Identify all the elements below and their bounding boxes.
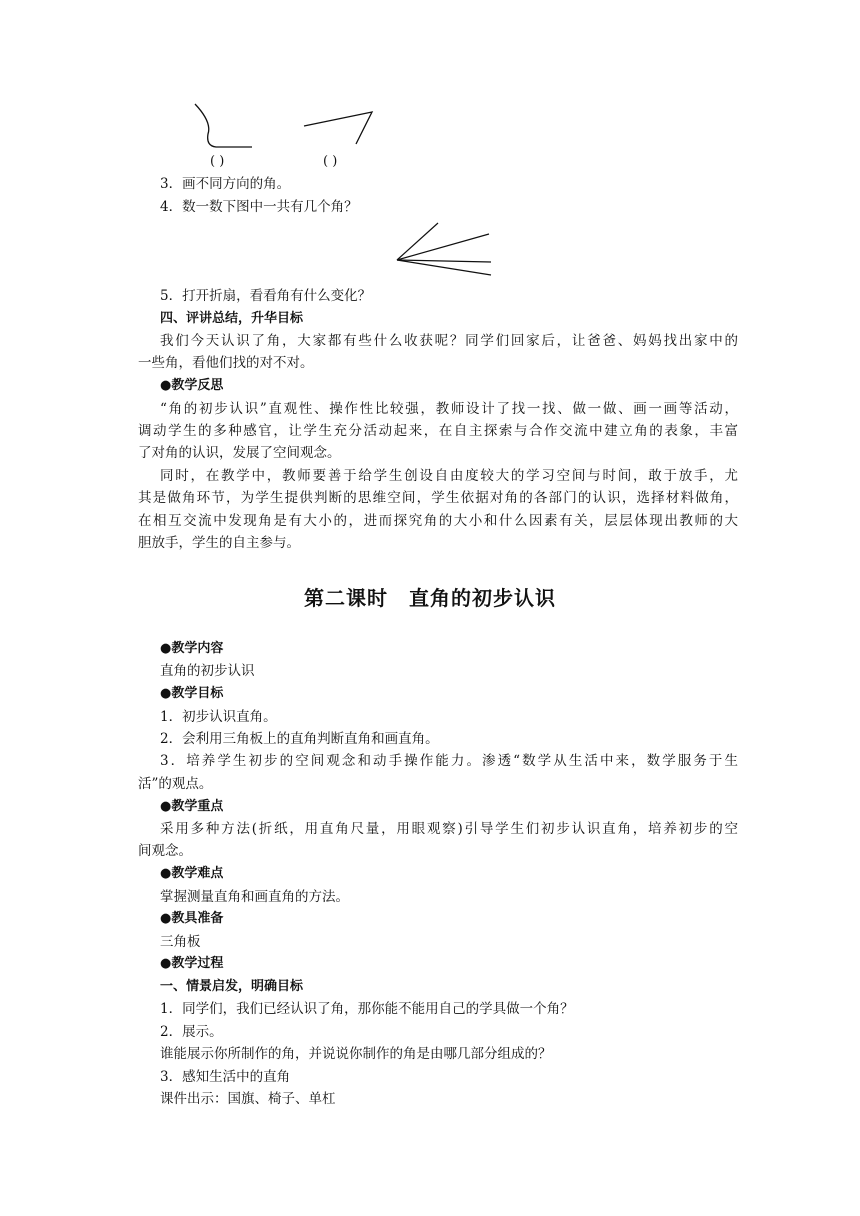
section-heading-4: 四、评讲总结，升华目标 <box>160 311 304 326</box>
paragraph-line: 一些角，看他们找的对不对。 <box>138 355 314 371</box>
objective-1: 1．初步认识直角。 <box>160 709 277 725</box>
objective-3-cont: 活”的观点。 <box>138 776 213 792</box>
paragraph-line: 胆放手，学生的自主参与。 <box>138 535 300 551</box>
step-3: 3．感知生活中的直角 <box>160 1069 291 1085</box>
content-heading: ●教学内容 <box>160 641 224 656</box>
objectives-heading: ●教学目标 <box>160 686 224 701</box>
angle-figure <box>300 108 376 148</box>
exercise-4: 4．数一数下图中一共有几个角？ <box>160 199 358 215</box>
paragraph-line: 间观念。 <box>138 843 192 859</box>
section-heading-1: 一、情景启发，明确目标 <box>160 979 304 994</box>
answer-blank-1: ( ) <box>210 154 225 169</box>
paragraph-line: 同时，在教学中，教师要善于给学生创设自由度较大的学习空间与时间，敢于放手，尤 <box>160 468 738 484</box>
exercise-5: 5．打开折扇，看看角有什么变化？ <box>160 288 372 304</box>
lesson-title: 第二课时 直角的初步认识 <box>304 586 556 610</box>
step-2: 2．展示。 <box>160 1024 223 1040</box>
paragraph-line: 我们今天认识了角，大家都有些什么收获呢？同学们回家后，让爸爸、妈妈找出家中的 <box>160 333 738 349</box>
paragraph-line: “角的初步认识”直观性、操作性比较强，教师设计了找一找、做一做、画一画等活动， <box>160 401 738 417</box>
tools-heading: ●教具准备 <box>160 911 224 926</box>
paragraph-line: 课件出示：国旗、椅子、单杠 <box>160 1091 336 1107</box>
paragraph-line: 采用多种方法(折纸，用直角尺量，用眼观察)引导学生们初步认识直角，培养初步的空 <box>160 821 738 837</box>
objective-3: 3．培养学生初步的空间观念和动手操作能力。渗透“数学从生活中来，数学服务于生 <box>160 753 738 769</box>
paragraph-line: 三角板 <box>160 934 201 950</box>
difficulty-heading: ●教学难点 <box>160 866 224 881</box>
paragraph-line: 直角的初步认识 <box>160 663 255 679</box>
paragraph-line: 了对角的认识，发展了空间观念。 <box>138 445 341 461</box>
rays-figure <box>394 220 494 278</box>
step-1: 1．同学们，我们已经认识了角，那你能不能用自己的学具做一个角？ <box>160 1001 574 1017</box>
objective-2: 2．会利用三角板上的直角判断直角和画直角。 <box>160 731 439 747</box>
curved-line-figure <box>190 100 260 152</box>
paragraph-line: 在相互交流中发现角是有大小的，进而探究角的大小和什么因素有关，层层体现出教师的大 <box>138 513 738 529</box>
exercise-3: 3．画不同方向的角。 <box>160 176 291 192</box>
paragraph-line: 谁能展示你所制作的角，并说说你制作的角是由哪几部分组成的？ <box>160 1046 552 1062</box>
paragraph-line: 掌握测量直角和画直角的方法。 <box>160 889 349 905</box>
paragraph-line: 调动学生的多种感官，让学生充分活动起来，在自主探索与合作交流中建立角的表象，丰富 <box>138 423 738 439</box>
process-heading: ●教学过程 <box>160 956 224 971</box>
answer-blank-2: ( ) <box>323 154 338 169</box>
key-points-heading: ●教学重点 <box>160 799 224 814</box>
paragraph-line: 其是做角环节，为学生提供判断的思维空间，学生依据对角的各部门的认识，选择材料做角， <box>138 490 738 506</box>
reflection-heading: ●教学反思 <box>160 378 224 393</box>
